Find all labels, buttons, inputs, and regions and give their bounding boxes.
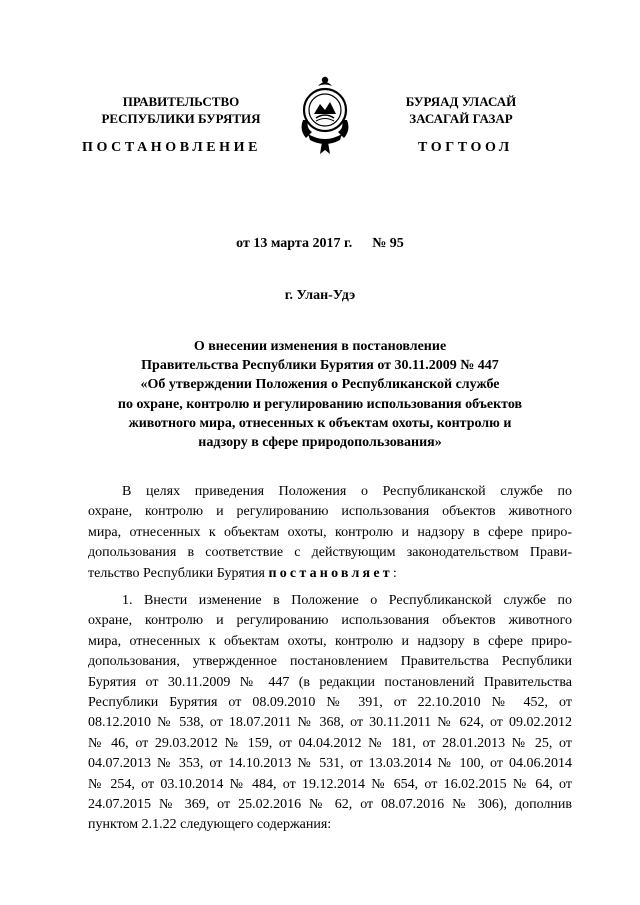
paragraph-line: охране, контролю и регулированию использования объектов животного	[88, 613, 572, 629]
header-right-line-1: БУРЯАД УЛАСАЙ	[405, 94, 517, 109]
paragraph-line: 1. Внести изменение в Положение о Республиканской службе по	[122, 593, 572, 608]
document-number: № 95	[372, 236, 404, 251]
document-date: от 13 марта 2017 г.	[236, 236, 353, 251]
title-line: по охране, контролю и регулированию использования объектов	[117, 396, 523, 412]
paragraph-line: мира, отнесенных к объектам охоты, контролю и надзору в сфере приро-	[88, 524, 572, 540]
paragraph-line: 04.07.2013 № 353, от 14.10.2013 № 531, от 13.03.2014 № 100, от 04.06.2014	[88, 756, 572, 772]
paragraph-line: Республики Бурятия от 08.09.2010 № 391, от 22.10.2010 № 452, от	[88, 695, 572, 711]
resolves-suffix: :	[392, 565, 397, 581]
paragraph-line: № 46, от 29.03.2012 № 159, от 04.04.2012 № 181, от 28.01.2013 № 25, от	[88, 735, 572, 751]
paragraph-line: допользования в соответствие с действующим законодательством Прави-	[88, 545, 572, 561]
paragraph-line: мира, отнесенных к объектам охоты, контролю и надзору в сфере приро-	[88, 633, 572, 649]
paragraph-line: 24.07.2015 № 369, от 25.02.2016 № 62, от 08.07.2016 № 306), дополнив	[88, 797, 572, 813]
coat-of-arms-icon	[296, 74, 354, 158]
doc-type-left: ПОСТАНОВЛЕНИЕ	[82, 140, 262, 155]
preamble-paragraph	[88, 482, 572, 584]
title-line: животного мира, отнесенных к объектам охоты, контролю и	[128, 415, 512, 431]
header-left-line-1: ПРАВИТЕЛЬСТВО	[122, 94, 240, 109]
header-right-line-2: ЗАСАГАЙ ГАЗАР	[409, 111, 513, 126]
resolves-prefix: тельство Республики Бурятия	[88, 565, 269, 581]
title-line: Правительства Республики Бурятия от 30.11.2009 № 447	[141, 358, 499, 374]
doc-type-right: ТОГТООЛ	[418, 140, 513, 155]
paragraph-line: 08.12.2010 № 538, от 18.07.2011 № 368, от 30.11.2011 № 624, от 09.02.2012	[88, 715, 572, 731]
document-city: г. Улан-Удэ	[284, 288, 356, 303]
paragraph-line: № 254, от 03.10.2014 № 484, от 19.12.2014 № 654, от 16.02.2015 № 64, от	[88, 776, 572, 792]
resolves-keyword: постановляет	[268, 565, 393, 581]
item-1-paragraph	[88, 591, 572, 836]
document-title	[60, 337, 580, 452]
paragraph-line: Бурятия от 30.11.2009 № 447 (в редакции постановлений Правительства	[88, 674, 572, 690]
paragraph-line: охране, контролю и регулированию использования объектов животного	[88, 504, 572, 520]
title-line: надзору в сфере природопользования»	[198, 435, 442, 451]
header-left	[86, 93, 276, 127]
title-line: О внесении изменения в постановление	[193, 339, 447, 354]
paragraph-line: В целях приведения Положения о Республиканской службе по	[122, 484, 572, 499]
paragraph-line	[88, 564, 572, 584]
paragraph-line: допользования, утвержденное постановлением Правительства Республики	[88, 654, 572, 670]
document-date-line	[0, 236, 640, 252]
title-line: «Об утверждении Положения о Республиканской службе	[140, 377, 500, 393]
header-left-line-2: РЕСПУБЛИКИ БУРЯТИЯ	[101, 111, 261, 126]
paragraph-line: пунктом 2.1.22 следующего содержания:	[88, 817, 332, 833]
header-right	[366, 93, 556, 127]
